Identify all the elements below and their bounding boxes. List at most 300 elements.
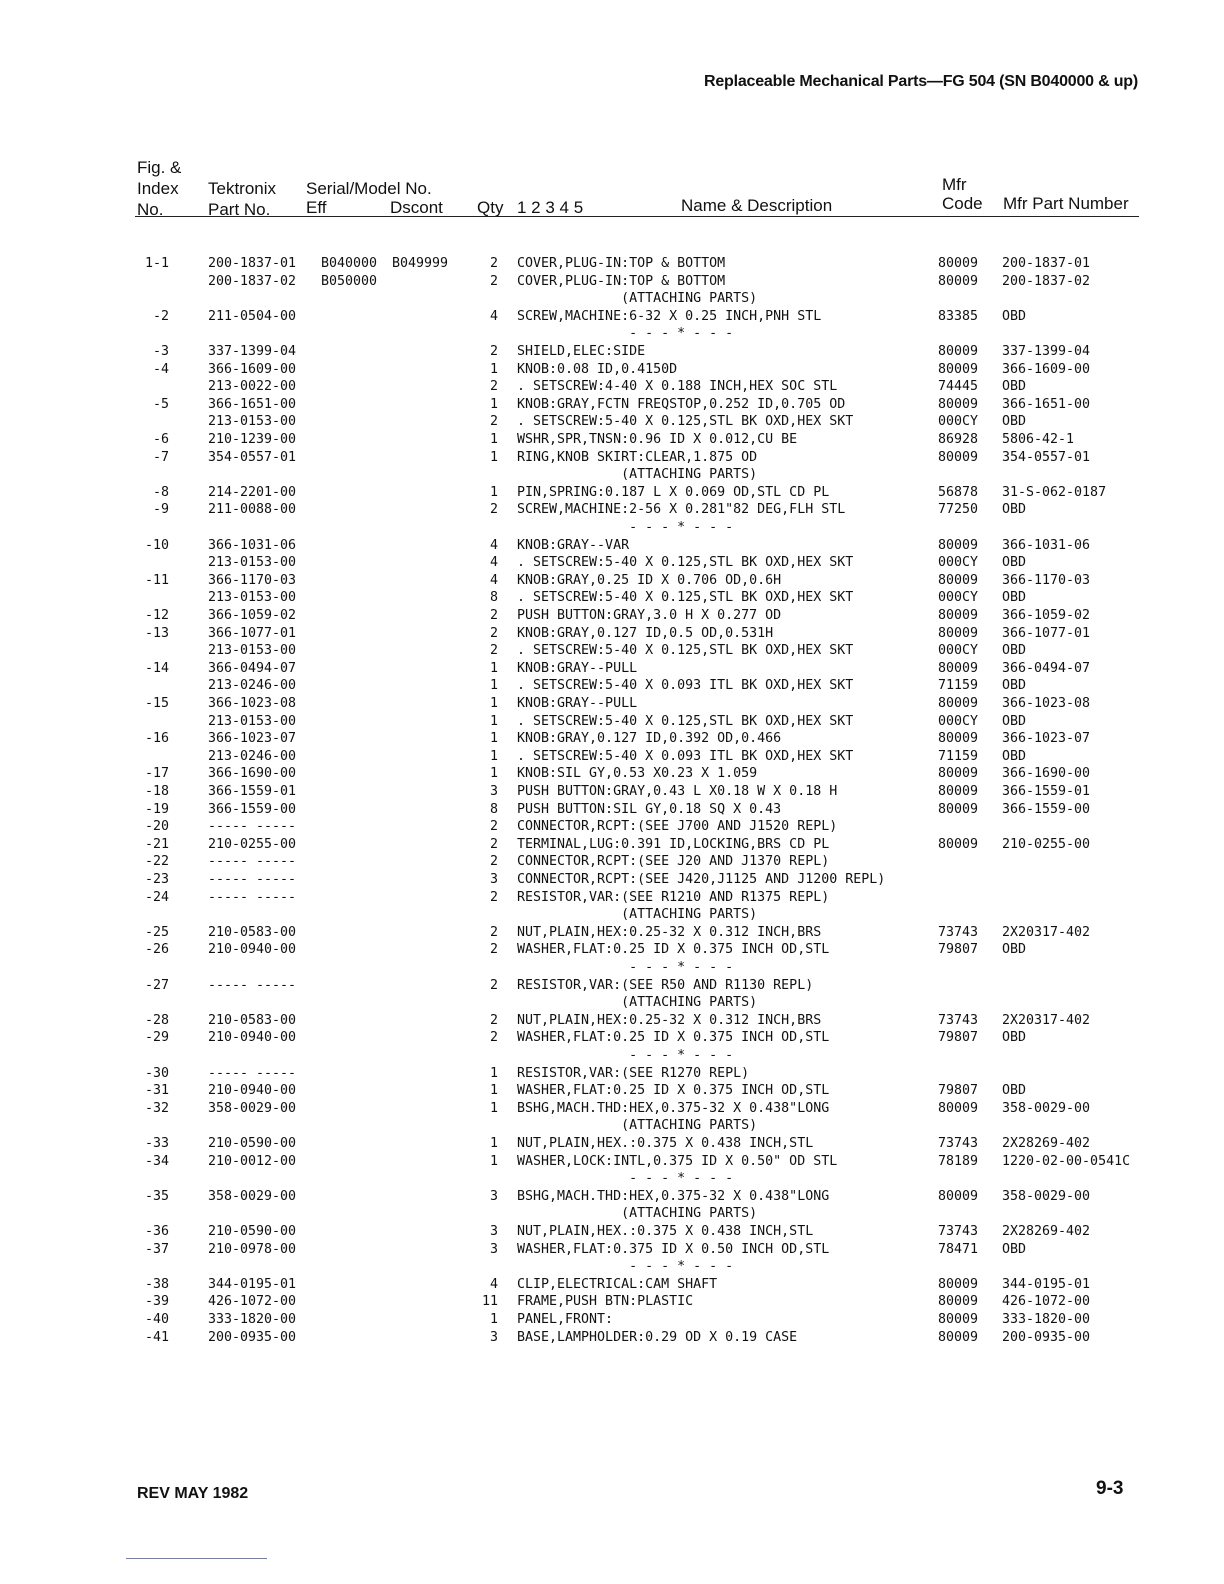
row-mfr-code: 73743 — [938, 1136, 979, 1151]
row-qty: 1 — [489, 396, 498, 412]
row-mfr-code: 80009 — [938, 344, 979, 359]
row-qty: 2 — [489, 643, 498, 659]
row-part-number: 366-1031-06 — [208, 537, 297, 553]
row-index: -3 — [152, 344, 169, 359]
row-index: -15 — [144, 696, 169, 711]
row-mfr-code: 80009 — [938, 1294, 979, 1310]
row-qty: 1 — [489, 432, 498, 447]
row-part-number: 213-0246-00 — [208, 678, 297, 694]
row-mfr-part-number: 358-0029-00 — [1002, 1100, 1091, 1116]
row-mfr-code: 80009 — [938, 256, 979, 271]
row-index: -19 — [144, 801, 169, 817]
row-description: CONNECTOR,RCPT:(SEE J20 AND J1370 REPL) — [517, 854, 830, 870]
row-index: -11 — [144, 572, 169, 588]
row-qty: 2 — [489, 344, 498, 359]
row-index: -38 — [144, 1276, 169, 1292]
row-mfr-code: 80009 — [938, 273, 979, 289]
row-part-number: 366-1023-08 — [208, 696, 297, 711]
row-mfr-code: 78471 — [938, 1241, 979, 1257]
row-mfr-part-number: 366-1690-00 — [1002, 766, 1091, 782]
row-mfr-part-number: OBD — [1002, 713, 1027, 729]
row-index: -26 — [144, 942, 169, 958]
table-row — [0, 1100, 1224, 1118]
row-description: RESISTOR,VAR:(SEE R50 AND R1130 REPL) — [517, 977, 814, 993]
row-index: -29 — [144, 1030, 169, 1046]
row-index: -32 — [144, 1100, 169, 1116]
table-row — [0, 695, 1224, 713]
table-row — [0, 889, 1224, 907]
row-description: - - - * - - - — [517, 1171, 734, 1187]
table-row — [0, 378, 1224, 396]
row-description: RESISTOR,VAR:(SEE R1270 REPL) — [517, 1065, 750, 1081]
row-mfr-code: 000CY — [938, 555, 979, 571]
col-fig-line3: No. — [137, 200, 164, 219]
row-qty: 2 — [489, 819, 498, 835]
row-part-number: 200-1837-02 — [208, 273, 297, 289]
row-mfr-code: 78189 — [938, 1153, 979, 1169]
row-mfr-code: 80009 — [938, 396, 979, 412]
row-part-number: 366-1059-02 — [208, 608, 297, 623]
row-mfr-part-number: 366-1609-00 — [1002, 361, 1091, 377]
col-fig-line1: Fig. & — [137, 158, 182, 177]
row-description: - - - * - - - — [517, 1259, 734, 1275]
table-row — [0, 343, 1224, 361]
row-index: -14 — [144, 660, 169, 676]
row-description: (ATTACHING PARTS) — [517, 907, 758, 923]
table-row — [0, 273, 1224, 291]
row-part-number: 426-1072-00 — [208, 1294, 297, 1310]
table-row — [0, 783, 1224, 801]
row-mfr-code: 71159 — [938, 748, 979, 764]
row-description: (ATTACHING PARTS) — [517, 1206, 758, 1222]
row-qty: 1 — [489, 713, 498, 729]
row-description: KNOB:GRAY,0.25 ID X 0.706 OD,0.6H — [517, 572, 782, 588]
row-description: WASHER,LOCK:INTL,0.375 ID X 0.50" OD STL — [517, 1153, 838, 1169]
table-row — [0, 589, 1224, 607]
row-mfr-code: 80009 — [938, 1312, 979, 1327]
table-row — [0, 431, 1224, 449]
row-description: RESISTOR,VAR:(SEE R1210 AND R1375 REPL) — [517, 889, 830, 905]
table-row — [0, 625, 1224, 643]
row-index: -9 — [152, 502, 169, 518]
row-qty: 1 — [489, 1136, 498, 1151]
row-description: NUT,PLAIN,HEX:0.25-32 X 0.312 INCH,BRS — [517, 924, 822, 940]
row-mfr-code: 79807 — [938, 1083, 979, 1099]
row-part-number: 210-0978-00 — [208, 1241, 297, 1257]
table-row — [0, 1153, 1224, 1171]
row-part-number: 337-1399-04 — [208, 344, 297, 359]
row-qty: 4 — [489, 572, 498, 588]
row-description: . SETSCREW:5-40 X 0.125,STL BK OXD,HEX SKT — [517, 643, 854, 659]
row-mfr-code: 000CY — [938, 414, 979, 430]
row-qty: 1 — [489, 748, 498, 764]
col-tek-line1: Tektronix — [208, 179, 277, 198]
row-qty: 2 — [489, 608, 498, 623]
row-description: SCREW,MACHINE:6-32 X 0.25 INCH,PNH STL — [517, 308, 822, 324]
row-description: - - - * - - - — [517, 326, 734, 342]
table-row — [0, 941, 1224, 959]
row-description: WASHER,FLAT:0.375 ID X 0.50 INCH OD,STL — [517, 1241, 830, 1257]
row-serial-dscont: B049999 — [392, 256, 449, 271]
col-serial-eff: Eff — [306, 198, 327, 217]
row-description: SCREW,MACHINE:2-56 X 0.281"82 DEG,FLH STL — [517, 502, 846, 518]
row-index: -27 — [144, 977, 169, 993]
row-description: TERMINAL,LUG:0.391 ID,LOCKING,BRS CD PL — [517, 836, 830, 852]
table-row — [0, 396, 1224, 414]
row-qty: 1 — [489, 731, 498, 747]
row-qty: 2 — [489, 889, 498, 905]
table-row — [0, 677, 1224, 695]
table-row — [0, 1223, 1224, 1241]
row-description: PANEL,FRONT: — [517, 1312, 614, 1327]
row-part-number: 211-0088-00 — [208, 502, 297, 518]
row-part-number: 366-1690-00 — [208, 766, 297, 782]
row-index: -10 — [144, 537, 169, 553]
row-description: . SETSCREW:5-40 X 0.125,STL BK OXD,HEX SKT — [517, 414, 854, 430]
row-mfr-code: 80009 — [938, 449, 979, 465]
row-index: -34 — [144, 1153, 169, 1169]
row-part-number: 210-0583-00 — [208, 924, 297, 940]
row-mfr-part-number: 337-1399-04 — [1002, 344, 1091, 359]
row-qty: 1 — [489, 660, 498, 676]
col-serial-dscont: Dscont — [390, 198, 443, 217]
row-mfr-part-number: 2X20317-402 — [1002, 924, 1091, 940]
table-row — [0, 413, 1224, 431]
row-mfr-part-number: 200-1837-01 — [1002, 256, 1091, 271]
row-index: -25 — [144, 924, 169, 940]
row-qty: 4 — [489, 308, 498, 324]
row-mfr-part-number: 200-1837-02 — [1002, 273, 1091, 289]
row-mfr-code: 80009 — [938, 1188, 979, 1204]
row-description: BASE,LAMPHOLDER:0.29 OD X 0.19 CASE — [517, 1329, 798, 1345]
row-qty: 2 — [489, 379, 498, 395]
revision-date: REV MAY 1982 — [137, 1485, 249, 1502]
row-part-number: 210-0590-00 — [208, 1136, 297, 1151]
row-description: CONNECTOR,RCPT:(SEE J700 AND J1520 REPL) — [517, 819, 838, 835]
table-row — [0, 801, 1224, 819]
header-rule — [135, 216, 1139, 217]
row-qty: 1 — [489, 766, 498, 782]
row-mfr-part-number: 358-0029-00 — [1002, 1188, 1091, 1204]
row-mfr-part-number: 366-1559-00 — [1002, 801, 1091, 817]
row-description: NUT,PLAIN,HEX.:0.375 X 0.438 INCH,STL — [517, 1224, 814, 1239]
table-row — [0, 818, 1224, 836]
row-mfr-code: 000CY — [938, 713, 979, 729]
row-qty: 1 — [489, 696, 498, 711]
row-part-number: 213-0153-00 — [208, 590, 297, 606]
row-mfr-part-number: 333-1820-00 — [1002, 1312, 1091, 1327]
row-mfr-part-number: OBD — [1002, 1241, 1027, 1257]
row-index: -36 — [144, 1224, 169, 1239]
row-mfr-part-number: OBD — [1002, 1030, 1027, 1046]
table-row — [0, 1135, 1224, 1153]
row-part-number: 344-0195-01 — [208, 1276, 297, 1292]
row-description: . SETSCREW:5-40 X 0.093 ITL BK OXD,HEX SKT — [517, 678, 854, 694]
row-description: KNOB:SIL GY,0.53 X0.23 X 1.059 — [517, 766, 758, 782]
row-part-number: 213-0153-00 — [208, 555, 297, 571]
row-qty: 1 — [489, 1065, 498, 1081]
row-description: WASHER,FLAT:0.25 ID X 0.375 INCH OD,STL — [517, 1083, 830, 1099]
row-description: KNOB:GRAY--VAR — [517, 537, 630, 553]
row-description: PIN,SPRING:0.187 L X 0.069 OD,STL CD PL — [517, 484, 830, 500]
table-row — [0, 1170, 1224, 1188]
row-mfr-part-number: OBD — [1002, 678, 1027, 694]
row-index: -24 — [144, 889, 169, 905]
table-row — [0, 484, 1224, 502]
row-index: -4 — [152, 361, 169, 377]
row-description: BSHG,MACH.THD:HEX,0.375-32 X 0.438"LONG — [517, 1100, 830, 1116]
row-qty: 2 — [489, 836, 498, 852]
table-row — [0, 501, 1224, 519]
row-index: -7 — [152, 449, 169, 465]
row-description: KNOB:GRAY--PULL — [517, 660, 638, 676]
row-description: - - - * - - - — [517, 520, 734, 535]
row-description: . SETSCREW:4-40 X 0.188 INCH,HEX SOC STL — [517, 379, 838, 395]
row-qty: 2 — [489, 924, 498, 940]
col-qty: Qty — [477, 198, 504, 217]
table-row — [0, 554, 1224, 572]
row-qty: 1 — [489, 1312, 498, 1327]
row-qty: 2 — [489, 502, 498, 518]
col-fig-line2: Index — [137, 179, 179, 198]
table-row — [0, 1276, 1224, 1294]
row-qty: 2 — [489, 942, 498, 958]
table-row — [0, 1258, 1224, 1276]
row-mfr-code: 77250 — [938, 502, 979, 518]
row-mfr-code: 83385 — [938, 308, 979, 324]
row-part-number: 210-0583-00 — [208, 1012, 297, 1028]
row-qty: 11 — [481, 1294, 498, 1310]
row-part-number: 366-1651-00 — [208, 396, 297, 412]
row-part-number: 210-0590-00 — [208, 1224, 297, 1239]
col-serial-line1: Serial/Model No. — [306, 179, 432, 198]
row-mfr-code: 80009 — [938, 731, 979, 747]
table-row — [0, 959, 1224, 977]
row-qty: 1 — [489, 1153, 498, 1169]
row-description: (ATTACHING PARTS) — [517, 467, 758, 483]
row-index: 1-1 — [144, 256, 169, 271]
table-row — [0, 361, 1224, 379]
row-mfr-code: 73743 — [938, 924, 979, 940]
row-serial-eff: B050000 — [321, 273, 378, 289]
table-row — [0, 977, 1224, 995]
table-row — [0, 325, 1224, 343]
col-tek-line2: Part No. — [208, 200, 271, 219]
row-description: PUSH BUTTON:GRAY,3.0 H X 0.277 OD — [517, 608, 782, 623]
row-part-number: 366-1023-07 — [208, 731, 297, 747]
row-index: -21 — [144, 836, 169, 852]
row-qty: 2 — [489, 1012, 498, 1028]
row-index: -35 — [144, 1188, 169, 1204]
row-description: KNOB:0.08 ID,0.4150D — [517, 361, 678, 377]
table-row — [0, 660, 1224, 678]
row-mfr-part-number: OBD — [1002, 555, 1027, 571]
row-qty: 2 — [489, 977, 498, 993]
row-mfr-part-number: 426-1072-00 — [1002, 1294, 1091, 1310]
row-index: -6 — [152, 432, 169, 447]
row-qty: 1 — [489, 361, 498, 377]
row-mfr-part-number: 366-1559-01 — [1002, 784, 1091, 799]
row-description: . SETSCREW:5-40 X 0.125,STL BK OXD,HEX SKT — [517, 590, 854, 606]
row-mfr-part-number: OBD — [1002, 414, 1027, 430]
row-description: PUSH BUTTON:GRAY,0.43 L X0.18 W X 0.18 H — [517, 784, 838, 799]
row-description: . SETSCREW:5-40 X 0.125,STL BK OXD,HEX SKT — [517, 555, 854, 571]
table-row — [0, 1329, 1224, 1347]
row-mfr-part-number: 366-1170-03 — [1002, 572, 1091, 588]
row-qty: 3 — [489, 1241, 498, 1257]
table-row — [0, 290, 1224, 308]
row-part-number: ----- ----- — [208, 977, 297, 993]
row-qty: 2 — [489, 625, 498, 641]
table-row — [0, 1012, 1224, 1030]
row-mfr-code: 80009 — [938, 766, 979, 782]
row-description: KNOB:GRAY--PULL — [517, 696, 638, 711]
row-description: KNOB:GRAY,FCTN FREQSTOP,0.252 ID,0.705 OD — [517, 396, 846, 412]
row-serial-eff: B040000 — [321, 256, 378, 271]
row-mfr-part-number: 366-1059-02 — [1002, 608, 1091, 623]
row-index: -33 — [144, 1136, 169, 1151]
row-part-number: 211-0504-00 — [208, 308, 297, 324]
row-description: COVER,PLUG-IN:TOP & BOTTOM — [517, 273, 726, 289]
row-mfr-part-number: 2X28269-402 — [1002, 1136, 1091, 1151]
row-description: . SETSCREW:5-40 X 0.125,STL BK OXD,HEX SKT — [517, 713, 854, 729]
row-mfr-code: 79807 — [938, 1030, 979, 1046]
row-index: -18 — [144, 784, 169, 799]
row-mfr-code: 56878 — [938, 484, 979, 500]
row-part-number: ----- ----- — [208, 889, 297, 905]
row-index: -8 — [152, 484, 169, 500]
row-mfr-code: 80009 — [938, 625, 979, 641]
row-mfr-part-number: 344-0195-01 — [1002, 1276, 1091, 1292]
row-mfr-part-number: 366-1077-01 — [1002, 625, 1091, 641]
row-qty: 1 — [489, 484, 498, 500]
row-part-number: 213-0153-00 — [208, 414, 297, 430]
row-index: -13 — [144, 625, 169, 641]
table-row — [0, 871, 1224, 889]
row-part-number: 366-1170-03 — [208, 572, 297, 588]
row-description: KNOB:GRAY,0.127 ID,0.5 OD,0.531H — [517, 625, 774, 641]
row-qty: 2 — [489, 854, 498, 870]
row-qty: 2 — [489, 414, 498, 430]
row-mfr-code: 80009 — [938, 361, 979, 377]
row-mfr-part-number: 2X28269-402 — [1002, 1224, 1091, 1239]
row-qty: 3 — [489, 1329, 498, 1345]
row-description: (ATTACHING PARTS) — [517, 291, 758, 307]
row-description: (ATTACHING PARTS) — [517, 995, 758, 1011]
row-mfr-part-number: OBD — [1002, 308, 1027, 324]
row-mfr-part-number: 366-1023-07 — [1002, 731, 1091, 747]
table-row — [0, 1241, 1224, 1259]
row-mfr-code: 80009 — [938, 1329, 979, 1345]
row-qty: 3 — [489, 1188, 498, 1204]
row-part-number: 210-0940-00 — [208, 1030, 297, 1046]
row-part-number: 358-0029-00 — [208, 1100, 297, 1116]
row-mfr-code: 80009 — [938, 801, 979, 817]
row-mfr-code: 80009 — [938, 660, 979, 676]
row-index: -37 — [144, 1241, 169, 1257]
row-description: WASHER,FLAT:0.25 ID X 0.375 INCH OD,STL — [517, 942, 830, 958]
row-description: WASHER,FLAT:0.25 ID X 0.375 INCH OD,STL — [517, 1030, 830, 1046]
row-mfr-part-number: 200-0935-00 — [1002, 1329, 1091, 1345]
table-row — [0, 1311, 1224, 1329]
row-mfr-part-number: OBD — [1002, 643, 1027, 659]
row-part-number: 354-0557-01 — [208, 449, 297, 465]
row-mfr-part-number: OBD — [1002, 942, 1027, 958]
row-description: FRAME,PUSH BTN:PLASTIC — [517, 1294, 694, 1310]
row-description: NUT,PLAIN,HEX:0.25-32 X 0.312 INCH,BRS — [517, 1012, 822, 1028]
table-row — [0, 994, 1224, 1012]
row-mfr-code: 80009 — [938, 608, 979, 623]
row-part-number: 200-1837-01 — [208, 256, 297, 271]
row-mfr-code: 80009 — [938, 537, 979, 553]
row-qty: 1 — [489, 1083, 498, 1099]
row-mfr-part-number: 366-1651-00 — [1002, 396, 1091, 412]
row-index: -40 — [144, 1312, 169, 1327]
row-description: CLIP,ELECTRICAL:CAM SHAFT — [517, 1276, 718, 1292]
table-row — [0, 519, 1224, 537]
table-row — [0, 537, 1224, 555]
table-row — [0, 1082, 1224, 1100]
row-part-number: 213-0153-00 — [208, 713, 297, 729]
row-mfr-part-number: OBD — [1002, 748, 1027, 764]
row-index: -31 — [144, 1083, 169, 1099]
col-mfr-line2: Code — [942, 194, 983, 213]
row-mfr-part-number: OBD — [1002, 502, 1027, 518]
row-mfr-code: 73743 — [938, 1224, 979, 1239]
col-mfr-part-number: Mfr Part Number — [1003, 194, 1129, 213]
row-qty: 8 — [489, 590, 498, 606]
row-mfr-code: 80009 — [938, 572, 979, 588]
page-header-title: Replaceable Mechanical Parts—FG 504 (SN B040000 & up) — [703, 73, 1138, 90]
row-mfr-part-number: OBD — [1002, 590, 1027, 606]
row-part-number: 210-0940-00 — [208, 942, 297, 958]
row-index: -17 — [144, 766, 169, 782]
table-row — [0, 1029, 1224, 1047]
table-row — [0, 730, 1224, 748]
row-mfr-code: 80009 — [938, 1276, 979, 1292]
row-part-number: 366-0494-07 — [208, 660, 297, 676]
row-index: -39 — [144, 1294, 169, 1310]
row-part-number: 210-1239-00 — [208, 432, 297, 447]
table-row — [0, 853, 1224, 871]
row-mfr-part-number: 366-0494-07 — [1002, 660, 1091, 676]
row-part-number: 213-0246-00 — [208, 748, 297, 764]
row-mfr-part-number: 210-0255-00 — [1002, 836, 1091, 852]
table-row — [0, 1117, 1224, 1135]
table-row — [0, 836, 1224, 854]
row-mfr-part-number: 366-1023-08 — [1002, 696, 1091, 711]
row-part-number: 366-1077-01 — [208, 625, 297, 641]
col-mfr-line1: Mfr — [942, 175, 967, 194]
row-mfr-part-number: OBD — [1002, 1083, 1027, 1099]
row-index: -12 — [144, 608, 169, 623]
row-qty: 4 — [489, 1276, 498, 1292]
row-mfr-part-number: 354-0557-01 — [1002, 449, 1091, 465]
row-mfr-part-number: 1220-02-00-0541C — [1002, 1153, 1131, 1169]
row-part-number: 333-1820-00 — [208, 1312, 297, 1327]
table-row — [0, 1188, 1224, 1206]
row-qty: 3 — [489, 1224, 498, 1239]
row-mfr-code: 74445 — [938, 379, 979, 395]
row-part-number: 366-1559-01 — [208, 784, 297, 799]
row-index: -23 — [144, 872, 169, 887]
row-part-number: ----- ----- — [208, 854, 297, 870]
table-row — [0, 449, 1224, 467]
row-part-number: ----- ----- — [208, 1065, 297, 1081]
row-part-number: 210-0940-00 — [208, 1083, 297, 1099]
row-mfr-code: 000CY — [938, 590, 979, 606]
row-part-number: 213-0153-00 — [208, 643, 297, 659]
